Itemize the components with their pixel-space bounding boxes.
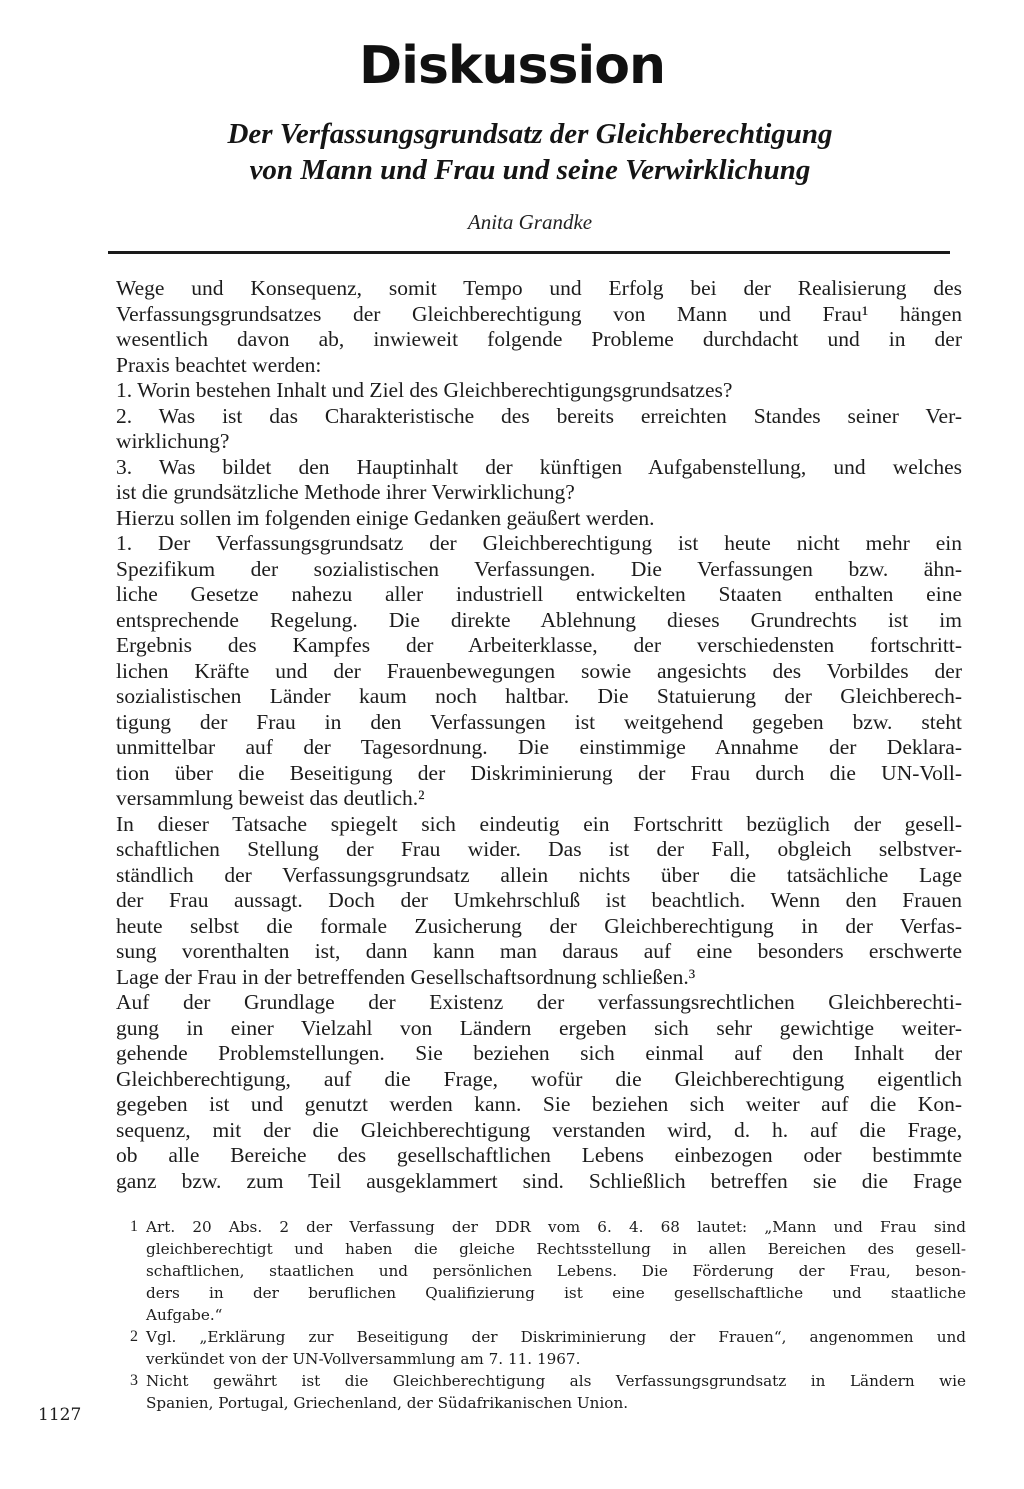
article-title bbox=[0, 116, 1024, 188]
body-line: Spezifikum der sozialistischen Verfassungen. Die Verfassungen bzw. ähn- bbox=[116, 556, 962, 581]
footnote-line: Vgl. „Erklärung zur Beseitigung der Diskriminierung der Frauen“, angenommen und bbox=[146, 1328, 966, 1346]
body-line: sung vorenthalten ist, dann kann man daraus auf eine besonders erschwerte bbox=[116, 939, 962, 963]
body-line: wirklichung? bbox=[116, 429, 230, 453]
footnote-line: Nicht gewährt ist die Gleichberechtigung als Verfassungsgrundsatz in Ländern wie bbox=[146, 1372, 966, 1390]
body-line: tigung der Frau in den Verfassungen ist weitgehend gegeben bzw. steht bbox=[116, 709, 962, 734]
body-line: Gleichberechtigung, auf die Frage, wofür die Gleichberechtigung eigentlich bbox=[116, 1066, 962, 1091]
body-line: ist die grundsätzliche Methode ihrer Verwirklichung? bbox=[116, 480, 575, 504]
body-line: Wege und Konsequenz, somit Tempo und Erfolg bei der Realisierung des bbox=[116, 276, 962, 300]
body-line: entsprechende Regelung. Die direkte Ablehnung dieses Grundrechts ist im bbox=[116, 607, 962, 632]
footnote bbox=[130, 1326, 966, 1370]
footnote-line: Spanien, Portugal, Griechenland, der Südafrikanischen Union. bbox=[146, 1394, 629, 1412]
body-line: Auf der Grundlage der Existenz der verfassungsrechtlichen Gleichberechti- bbox=[116, 990, 962, 1014]
body-line: gung in einer Vielzahl von Ländern ergeben sich sehr gewichtige weiter- bbox=[116, 1015, 962, 1040]
footnote-number: 1 bbox=[130, 1218, 138, 1235]
body-line: Ergebnis des Kampfes der Arbeiterklasse, der verschiedensten fortschritt- bbox=[116, 633, 962, 657]
body-line: Hierzu sollen im folgenden einige Gedanken geäußert werden. bbox=[116, 505, 655, 530]
body-line: ständlich der Verfassungsgrundsatz allein nichts über die tatsächliche Lage bbox=[116, 862, 962, 887]
footnote-line: ders in der beruflichen Qualifizierung ist eine gesellschaftliche und staatliche bbox=[146, 1284, 966, 1302]
body-line: liche Gesetze nahezu aller industriell entwickelten Staaten enthalten eine bbox=[116, 582, 962, 606]
body-line: 1. Der Verfassungsgrundsatz der Gleichberechtigung ist heute nicht mehr ein bbox=[116, 531, 962, 555]
body-text bbox=[116, 276, 962, 1194]
page-number: 1127 bbox=[38, 1405, 82, 1425]
article-title-line: Der Verfassungsgrundsatz der Gleichberechtigung bbox=[227, 118, 833, 150]
body-line: wesentlich davon ab, inwieweit folgende Probleme durchdacht und in der bbox=[116, 327, 962, 351]
body-line: tion über die Beseitigung der Diskriminierung der Frau durch die UN-Voll- bbox=[116, 760, 962, 785]
body-line: schaftlichen Stellung der Frau wider. Das ist der Fall, obgleich selbstver- bbox=[116, 837, 962, 861]
body-line: ob alle Bereiche des gesellschaftlichen Lebens einbezogen oder bestimmte bbox=[116, 1143, 962, 1167]
body-line: gehende Problemstellungen. Sie beziehen sich einmal auf den Inhalt der bbox=[116, 1041, 962, 1065]
footnote bbox=[130, 1216, 966, 1326]
footnote-line: Art. 20 Abs. 2 der Verfassung der DDR vom 6. 4. 68 lautet: „Mann und Frau sind bbox=[146, 1218, 966, 1236]
body-line: versammlung beweist das deutlich.² bbox=[116, 786, 425, 810]
body-line: 2. Was ist das Charakteristische des bereits erreichten Standes seiner Ver- bbox=[116, 403, 962, 428]
footnote bbox=[130, 1370, 966, 1414]
body-line: Verfassungsgrundsatzes der Gleichberechtigung von Mann und Frau¹ hängen bbox=[116, 301, 962, 326]
body-line: sequenz, mit der die Gleichberechtigung verstanden wird, d. h. auf die Frage, bbox=[116, 1117, 962, 1142]
body-line: der Frau aussagt. Doch der Umkehrschluß ist beachtlich. Wenn den Frauen bbox=[116, 888, 962, 912]
body-line: heute selbst die formale Zusicherung der Gleichberechtigung in der Verfas- bbox=[116, 913, 962, 938]
title-divider bbox=[108, 251, 950, 254]
body-line: unmittelbar auf der Tagesordnung. Die einstimmige Annahme der Deklara- bbox=[116, 735, 962, 759]
body-line: Lage der Frau in der betreffenden Gesellschaftsordnung schließen.³ bbox=[116, 964, 696, 989]
body-line: 1. Worin bestehen Inhalt und Ziel des Gleichberechtigungsgrundsatzes? bbox=[116, 378, 733, 402]
footnote-line: verkündet von der UN-Vollversammlung am 7. 11. 1967. bbox=[146, 1350, 581, 1368]
footnote-line: gleichberechtigt und haben die gleiche Rechtsstellung in allen Bereichen des gesell- bbox=[146, 1240, 966, 1258]
article-title-line: von Mann und Frau und seine Verwirklichung bbox=[249, 154, 811, 186]
body-line: gegeben ist und genutzt werden kann. Sie beziehen sich weiter auf die Kon- bbox=[116, 1092, 962, 1116]
body-line: sozialistischen Länder kaum noch haltbar. Die Statuierung der Gleichberech- bbox=[116, 684, 962, 708]
footnote-number: 3 bbox=[130, 1372, 138, 1389]
body-line: ganz bzw. zum Teil ausgeklammert sind. Schließlich betreffen sie die Frage bbox=[116, 1168, 962, 1193]
body-line: Praxis beachtet werden: bbox=[116, 352, 322, 377]
body-line: lichen Kräfte und der Frauenbewegungen sowie angesichts des Vorbildes der bbox=[116, 658, 962, 683]
footnotes bbox=[130, 1216, 966, 1414]
footnote-number: 2 bbox=[130, 1328, 138, 1345]
body-line: 3. Was bildet den Hauptinhalt der künftigen Aufgabenstellung, und welches bbox=[116, 454, 962, 479]
footnote-line: Aufgabe.“ bbox=[146, 1306, 223, 1324]
footnote-line: schaftlichen, staatlichen und persönlichen Lebens. Die Förderung der Frau, beson- bbox=[146, 1262, 966, 1280]
body-line: In dieser Tatsache spiegelt sich eindeutig ein Fortschritt bezüglich der gesell- bbox=[116, 811, 962, 836]
section-heading: Diskussion bbox=[358, 36, 665, 96]
author-name: Anita Grandke bbox=[467, 210, 593, 234]
